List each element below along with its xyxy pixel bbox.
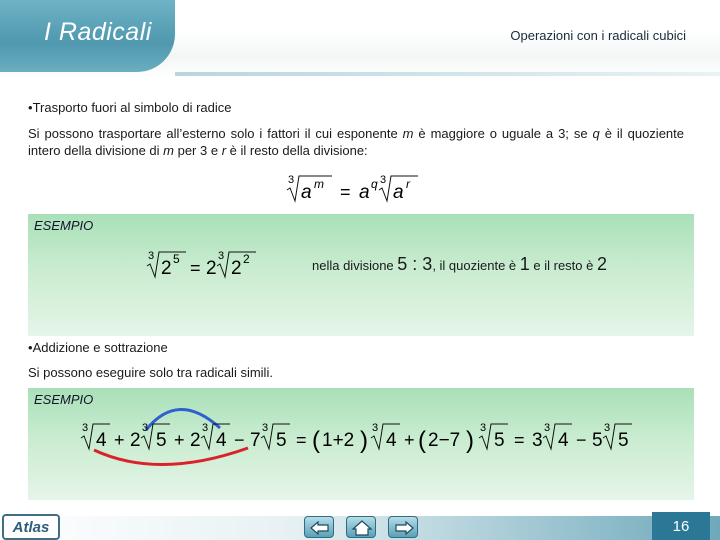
root-index: 3 xyxy=(218,250,225,262)
grouped-coefficients: 1+2 xyxy=(322,430,355,451)
home-icon xyxy=(347,517,377,539)
root-index: 3 xyxy=(604,422,611,434)
open-paren: ( xyxy=(312,427,320,454)
exponent-2: 2 xyxy=(243,252,250,266)
variable-r: r xyxy=(221,143,227,158)
base-2: 2 xyxy=(161,258,172,279)
root-index: 3 xyxy=(288,174,295,186)
root-index: 3 xyxy=(372,422,379,434)
radicand-4: 4 xyxy=(96,430,107,451)
variable-m: m xyxy=(402,126,414,141)
radicand-4: 4 xyxy=(216,430,227,451)
page-number: 16 xyxy=(652,512,710,540)
slide-subtitle: Operazioni con i radicali cubici xyxy=(510,28,686,43)
remainder-value: 2 xyxy=(596,254,607,274)
paragraph-text: è maggiore o uguale a 3; se xyxy=(413,126,593,141)
coefficient: 2 xyxy=(190,430,201,451)
exponent-r: r xyxy=(406,177,410,191)
back-button[interactable] xyxy=(304,516,334,538)
atlas-logo xyxy=(2,514,60,540)
section-paragraph-transport xyxy=(28,125,684,159)
division-note xyxy=(312,254,607,275)
exponent-m: m xyxy=(314,177,324,191)
root-index: 3 xyxy=(148,250,155,262)
section-paragraph-addition: Si possono eseguire solo tra radicali simili. xyxy=(28,365,273,380)
example-transport-formula xyxy=(146,244,266,280)
root-index: 3 xyxy=(480,422,487,434)
grouped-coefficients: 2−7 xyxy=(428,430,461,451)
slide-header xyxy=(0,0,720,80)
header-divider xyxy=(175,72,720,76)
section-heading-transport xyxy=(28,100,232,115)
section-heading-addition xyxy=(28,340,168,355)
root-index: 3 xyxy=(142,422,149,434)
open-paren: ( xyxy=(418,427,426,454)
close-paren: ) xyxy=(360,427,368,454)
radicand-5: 5 xyxy=(618,430,629,451)
equals-sign: = xyxy=(340,182,351,202)
blue-arc-similar-radicals xyxy=(146,409,220,430)
coefficient: 2 xyxy=(130,430,141,451)
radicand-5: 5 xyxy=(276,430,287,451)
home-button[interactable] xyxy=(346,516,376,538)
general-transport-formula xyxy=(284,168,430,204)
example-box-transport xyxy=(28,214,694,336)
example-box-addition xyxy=(28,388,694,500)
plus-sign: + xyxy=(404,430,415,450)
coefficient: 7 xyxy=(250,430,261,451)
example-label: ESEMPIO xyxy=(34,392,94,407)
division-expression: 5 : 3 xyxy=(397,254,433,274)
paragraph-text: è il resto della divisione: xyxy=(226,143,368,158)
variable-q: q xyxy=(592,126,600,141)
radicand-4: 4 xyxy=(386,430,397,451)
slide-footer xyxy=(0,506,720,540)
section-heading-text: Addizione e sottrazione xyxy=(32,340,168,355)
equals-sign: = xyxy=(296,430,307,450)
radicand-5: 5 xyxy=(156,430,167,451)
plus-sign: + xyxy=(174,430,185,450)
quotient-value: 1 xyxy=(519,254,530,274)
equals-sign: = xyxy=(190,258,201,278)
coefficient: 3 xyxy=(532,430,543,451)
plus-sign: + xyxy=(114,430,125,450)
slide-title: I Radicali xyxy=(44,18,152,46)
paragraph-text: è il quoziente intero della divisione di xyxy=(28,126,685,158)
paragraph-text: per 3 e xyxy=(173,143,222,158)
base-2: 2 xyxy=(231,258,242,279)
minus-sign: − xyxy=(576,430,587,450)
forward-button[interactable] xyxy=(388,516,418,538)
variable-m: m xyxy=(163,143,174,158)
coefficient: 5 xyxy=(592,430,603,451)
example-addition-formula xyxy=(78,388,648,472)
base-a: a xyxy=(359,182,370,203)
forward-arrow-icon xyxy=(389,517,419,539)
logo-text: Atlas xyxy=(12,518,50,536)
note-text: e il resto è xyxy=(529,258,597,273)
root-index: 3 xyxy=(380,174,387,186)
coefficient-2: 2 xyxy=(206,258,217,279)
close-paren: ) xyxy=(466,427,474,454)
equals-sign: = xyxy=(514,430,525,450)
radicand-5: 5 xyxy=(494,430,505,451)
example-label: ESEMPIO xyxy=(34,218,94,233)
radicand-4: 4 xyxy=(558,430,569,451)
section-heading-text: Trasporto fuori al simbolo di radice xyxy=(32,100,232,115)
note-text: nella divisione xyxy=(312,258,398,273)
root-index: 3 xyxy=(544,422,551,434)
base-a: a xyxy=(301,182,312,203)
back-arrow-icon xyxy=(305,517,335,539)
root-index: 3 xyxy=(262,422,269,434)
base-a: a xyxy=(393,182,404,203)
exponent-q: q xyxy=(371,177,378,191)
note-text: , il quoziente è xyxy=(432,258,520,273)
minus-sign: − xyxy=(234,430,245,450)
exponent-5: 5 xyxy=(173,252,180,266)
bullet-icon: • xyxy=(28,340,33,355)
paragraph-text: Si possono trasportare all’esterno solo i fattori il cui esponente xyxy=(28,126,403,141)
root-index: 3 xyxy=(202,422,209,434)
bullet-icon: • xyxy=(28,100,33,115)
root-index: 3 xyxy=(82,422,89,434)
